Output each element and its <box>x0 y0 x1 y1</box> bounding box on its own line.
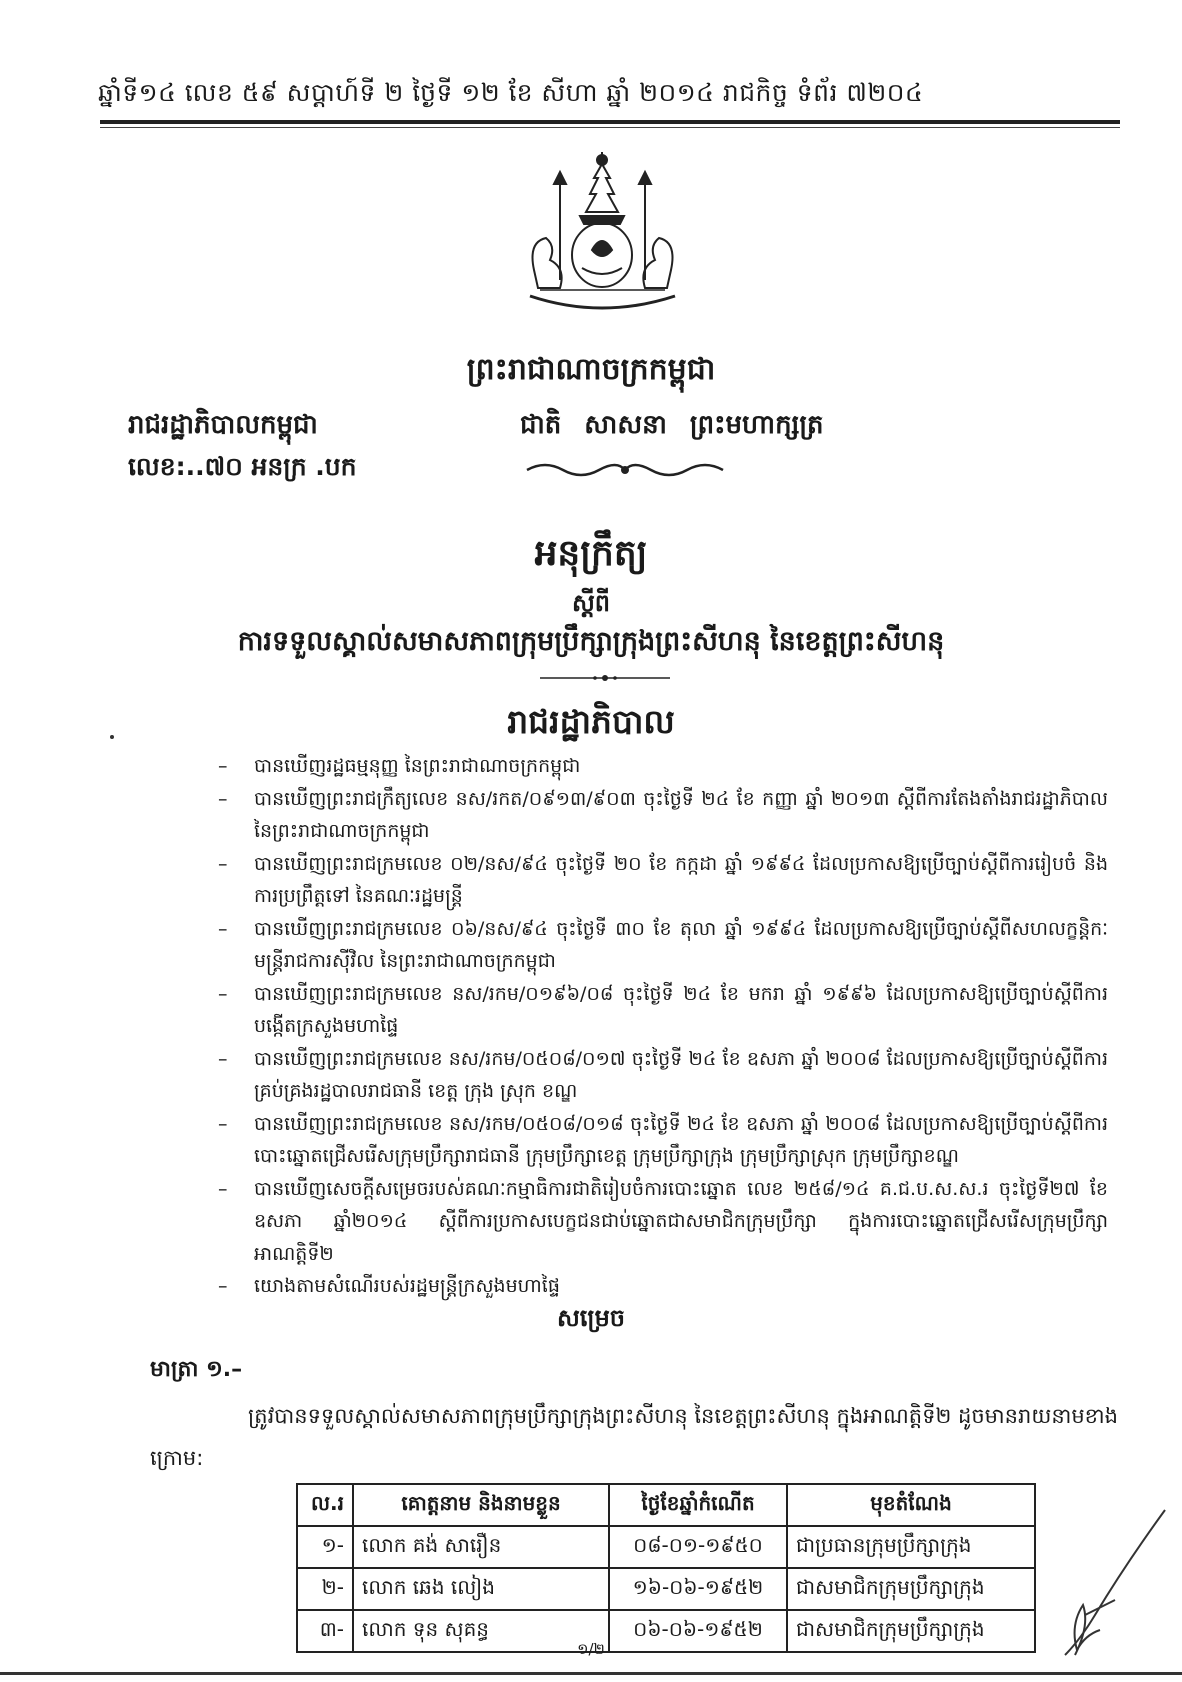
member-name: លោក ទុន សុគន្ធ <box>353 1610 609 1652</box>
row-number: ២- <box>297 1568 353 1610</box>
consideration-item: – បានឃើញព្រះរាជក្រមលេខ នស/រកម/០១៩៦/០៨ ចុះថ្ងៃទី ២៤ ខែ មករា ឆ្នាំ ១៩៩៦ ដែលប្រកាសឱ្យប្រើច្បាប់ស្តីពីការបង្កើតក្រសួងមហាផ្ទៃ <box>218 978 1108 1043</box>
consideration-item: – បានឃើញព្រះរាជក្រមលេខ នស/រកម/០៥០៨/០១៧ ចុះថ្ងៃទី ២៤ ខែ ឧសភា ឆ្នាំ ២០០៨ ដែលប្រកាសឱ្យប្រើច្បាប់ស្តីពីការគ្រប់គ្រងរដ្ឋបាលរាជធានី ខេត្ត ក្រុង ស្រុក ខណ្ឌ <box>218 1043 1108 1108</box>
consideration-item: – បានឃើញព្រះរាជក្រមលេខ ០២/នស/៩៤ ចុះថ្ងៃទី ២០ ខែ កក្កដា ឆ្នាំ ១៩៩៤ ដែលប្រកាសឱ្យប្រើច្បាប់ស្តីពីការរៀបចំ និងការប្រព្រឹត្តទៅ នៃគណៈរដ្ឋមន្ត្រី <box>218 848 1108 913</box>
council-members-table <box>296 1483 1036 1653</box>
motto-ornament-icon <box>525 458 725 480</box>
header-birthdate: ថ្ងៃខែឆ្នាំកំណើត <box>609 1484 787 1526</box>
table-header-row <box>297 1484 1035 1526</box>
row-number: ១- <box>297 1526 353 1568</box>
consideration-item: – បានឃើញសេចក្តីសម្រេចរបស់គណៈកម្មាធិការជាតិរៀបចំការបោះឆ្នោត លេខ ២៥៨/១៤ គ.ជ.ប.ស.ស.រ ចុះថ្ងៃទី២៧ ខែឧសភា ឆ្នាំ២០១៤ ស្តីពីការប្រកាសបេក្ខជនជាប់ឆ្នោតជាសមាជិកក្រុមប្រឹក្សា ក្នុងការបោះឆ្នោតជ្រើសរើសក្រុមប្រឹក្សាអាណត្តិទី២ <box>218 1173 1108 1271</box>
consideration-item: – បានឃើញព្រះរាជក្រមលេខ នស/រកម/០៥០៨/០១៨ ចុះថ្ងៃទី ២៤ ខែ ឧសភា ឆ្នាំ ២០០៨ ដែលប្រកាសឱ្យប្រើច្បាប់ស្តីពីការបោះឆ្នោតជ្រើសរើសក្រុមប្រឹក្សារាជធានី ក្រុមប្រឹក្សាខេត្ត ក្រុមប្រឹក្សាក្រុង ក្រុមប្រឹក្សាស្រុក ក្រុមប្រឹក្សាខណ្ឌ <box>218 1108 1108 1173</box>
bottom-rule <box>0 1672 1182 1675</box>
member-birthdate: ១៦-០៦-១៩៥២ <box>609 1568 787 1610</box>
considerations-list <box>218 750 1108 1303</box>
document-subject: ការទទួលស្គាល់សមាសភាពក្រុមប្រឹក្សាក្រុងព្រះសីហនុ នៃខេត្តព្រះសីហនុ <box>237 626 945 657</box>
title-divider-icon <box>540 672 670 684</box>
header-rule-thin <box>100 127 1120 128</box>
header-number: ល.រ <box>297 1484 353 1526</box>
member-name: លោក ឆេង លៀង <box>353 1568 609 1610</box>
issuing-government: រាជរដ្ឋាភិបាលកម្ពុជា <box>128 410 318 440</box>
member-position: ជាសមាជិកក្រុមប្រឹក្សាក្រុង <box>787 1610 1035 1652</box>
decision-heading: សម្រេច <box>556 1304 626 1332</box>
consideration-item: – បានឃើញព្រះរាជក្រឹត្យលេខ នស/រកត/០៩១៣/៩០៣ ចុះថ្ងៃទី ២៤ ខែ កញ្ញា ឆ្នាំ ២០១៣ ស្តីពីការតែងតាំងរាជរដ្ឋាភិបាល នៃព្រះរាជាណាចក្រកម្ពុជា <box>218 783 1108 848</box>
member-position: ជាប្រធានក្រុមប្រឹក្សាក្រុង <box>787 1526 1035 1568</box>
member-name: លោក គង់ សារឿន <box>353 1526 609 1568</box>
member-birthdate: ០៨-០១-១៩៥០ <box>609 1526 787 1568</box>
header-rule <box>100 120 1120 124</box>
consideration-item: – បានឃើញព្រះរាជក្រមលេខ ០៦/នស/៩៤ ចុះថ្ងៃទី ៣០ ខែ តុលា ឆ្នាំ ១៩៩៤ ដែលប្រកាសឱ្យប្រើច្បាប់ស្តីពីសហលក្ខន្តិកៈមន្ត្រីរាជការស៊ីវិល នៃព្រះរាជាណាចក្រកម្ពុជា <box>218 913 1108 978</box>
body-heading: រាជរដ្ឋាភិបាល <box>507 702 675 741</box>
page-number: ១/២ <box>577 1640 605 1658</box>
royal-emblem-icon <box>520 150 685 320</box>
table-row <box>297 1568 1035 1610</box>
article-text: ត្រូវបានទទួលស្គាល់សមាសភាពក្រុមប្រឹក្សាក្រុងព្រះសីហនុ នៃខេត្តព្រះសីហនុ ក្នុងអាណត្តិទី២ ដូចមានរាយនាមខាងក្រោម: <box>150 1404 1118 1470</box>
document-title: អនុក្រឹត្យ <box>534 533 648 574</box>
scan-speck <box>110 735 114 739</box>
consideration-item: – យោងតាមសំណើរបស់រដ្ឋមន្ត្រីក្រសួងមហាផ្ទៃ <box>218 1270 1108 1303</box>
document-number: លេខ:..៧០ អនក្រ .បក <box>128 452 357 481</box>
header-name: គោត្តនាម និងនាមខ្លួន <box>353 1484 609 1526</box>
kingdom-name: ព្រះរាជាណាចក្រកម្ពុជា <box>466 352 716 387</box>
gazette-header: ឆ្នាំទី១៤ លេខ ៥៩ សប្តាហ៍ទី ២ ថ្ងៃទី ១២ ខែ សីហា ឆ្នាំ ២០១៤ រាជកិច្ច ទំព័រ ៧២០៤ <box>98 78 924 107</box>
article-label: មាត្រា ១.– <box>150 1357 243 1382</box>
member-birthdate: ០៦-០៦-១៩៥២ <box>609 1610 787 1652</box>
row-number: ៣- <box>297 1610 353 1652</box>
national-motto: ជាតិ សាសនា ព្រះមហាក្សត្រ <box>520 410 824 440</box>
header-position: មុខតំណែង <box>787 1484 1035 1526</box>
member-position: ជាសមាជិកក្រុមប្រឹក្សាក្រុង <box>787 1568 1035 1610</box>
subject-prefix: ស្តីពី <box>571 589 611 617</box>
table-row <box>297 1526 1035 1568</box>
consideration-item: – បានឃើញរដ្ឋធម្មនុញ្ញ នៃព្រះរាជាណាចក្រកម្ពុជា <box>218 750 1108 783</box>
